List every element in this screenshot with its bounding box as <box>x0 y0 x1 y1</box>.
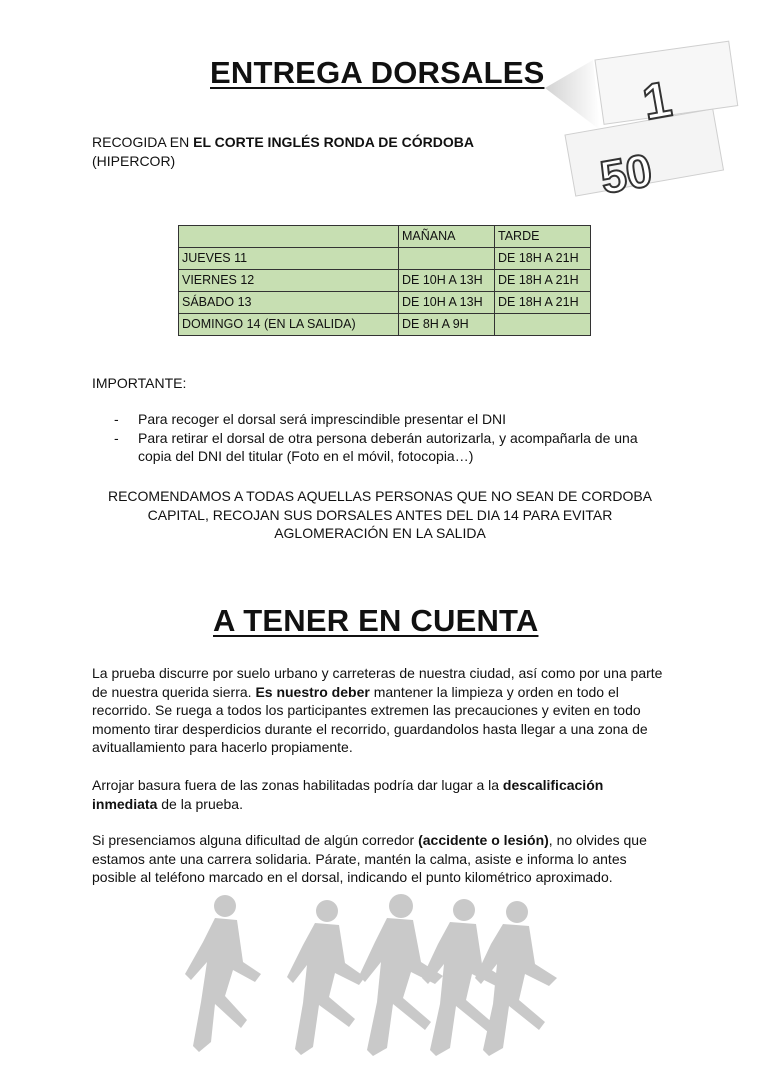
important-label: IMPORTANTE: <box>92 375 187 391</box>
important-list <box>112 410 652 466</box>
section-title: A TENER EN CUENTA <box>213 603 539 638</box>
bib-number-top: 1 <box>638 70 676 131</box>
table-cell-day: DOMINGO 14 (EN LA SALIDA) <box>179 314 399 336</box>
table-header-cell: TARDE <box>495 226 591 248</box>
pickup-place-sub: (HIPERCOR) <box>92 152 176 169</box>
table-cell-day: SÁBADO 13 <box>179 292 399 314</box>
table-cell-morning: DE 8H A 9H <box>399 314 495 336</box>
table-cell-morning: DE 10H A 13H <box>399 292 495 314</box>
table-cell-day: VIERNES 12 <box>179 270 399 292</box>
pickup-prefix: RECOGIDA EN <box>92 134 194 150</box>
pickup-location <box>92 133 532 170</box>
table-header-cell: MAÑANA <box>399 226 495 248</box>
table-header-cell <box>179 226 399 248</box>
table-cell-afternoon: DE 18H A 21H <box>495 270 591 292</box>
page-title: ENTREGA DORSALES <box>210 55 545 90</box>
list-item: - Para retirar el dorsal de otra persona deberán autorizarla, y acompañarla de una copia del DNI del titular (Foto en el móvil, fotocopia…) <box>114 429 638 464</box>
runners-illustration <box>175 892 565 1062</box>
paragraph-assistance: Si presenciamos alguna dificultad de algún corredor (accidente o lesión), no olvides que estamos ante una carrera solidaria. Párate, mantén la calma, asiste e informa lo antes posible al teléfono marcado en el dorsal, indicando el punto kilométrico aproximado. <box>92 832 647 885</box>
list-item: - Para recoger el dorsal será imprescindible presentar el DNI <box>114 411 507 427</box>
schedule-table <box>178 225 591 336</box>
table-cell-morning <box>399 248 495 270</box>
paragraph-disqualification: Arrojar basura fuera de las zonas habilitadas podría dar lugar a la descalificación inmediata de la prueba. <box>92 777 604 812</box>
bib-number-bottom: 50 <box>596 143 656 204</box>
table-row <box>179 314 591 336</box>
race-bib-illustration <box>545 40 760 220</box>
pickup-place: EL CORTE INGLÉS RONDA DE CÓRDOBA <box>193 134 474 150</box>
table-cell-afternoon: DE 18H A 21H <box>495 292 591 314</box>
table-row <box>179 292 591 314</box>
table-row <box>179 270 591 292</box>
table-cell-afternoon <box>495 314 591 336</box>
table-cell-day: JUEVES 11 <box>179 248 399 270</box>
table-row <box>179 248 591 270</box>
recommendation-note: RECOMENDAMOS A TODAS AQUELLAS PERSONAS QUE NO SEAN DE CORDOBA CAPITAL, RECOJAN SUS DORSALES ANTES DEL DIA 14 PARA EVITAR AGLOMERACIÓN EN LA SALIDA <box>107 488 653 541</box>
table-cell-afternoon: DE 18H A 21H <box>495 248 591 270</box>
paragraph-cleanliness: La prueba discurre por suelo urbano y carreteras de nuestra ciudad, así como por una parte de nuestra querida sierra. Es nuestro deber mantener la limpieza y orden en todo el recorrido. Se ruega a todos los participantes extremen las precauciones y eviten en todo momento tirar desperdicios durante el recorrido, guardandolos hasta llegar a una zona de avituallamiento para hacerlo propiamente. <box>92 665 663 755</box>
table-cell-morning: DE 10H A 13H <box>399 270 495 292</box>
table-header-row <box>179 226 591 248</box>
